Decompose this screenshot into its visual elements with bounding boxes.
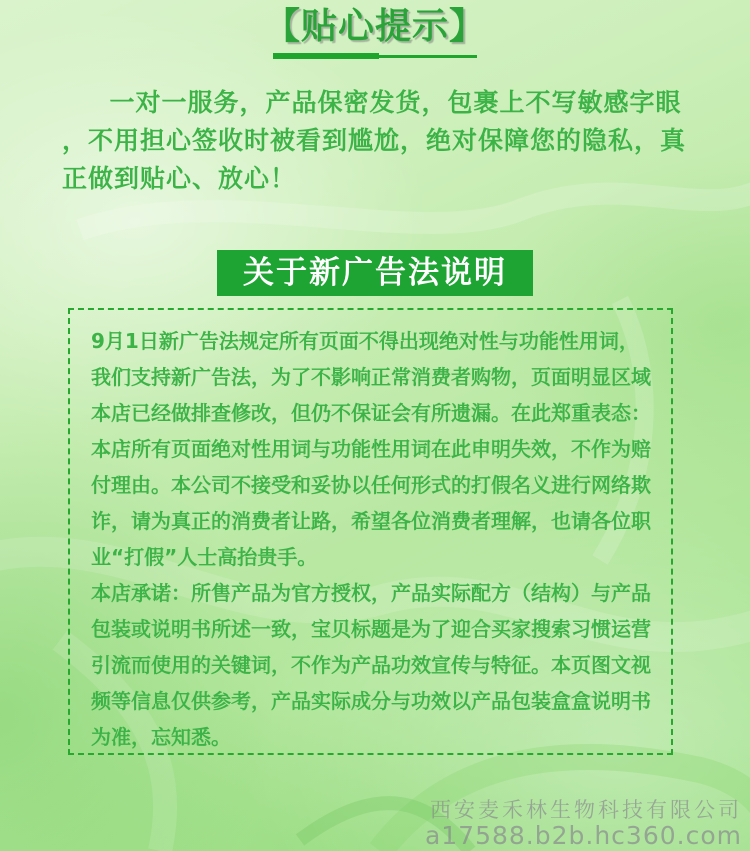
underline-thin-segment xyxy=(379,55,477,58)
watermark xyxy=(425,798,742,849)
notice-paragraph-2: 本店承诺：所售产品为官方授权，产品实际配方（结构）与产品包装或说明书所述一致，宝贝标题是为了迎合买家搜索习惯运营引流而使用的关键词，不作为产品功效宣传与特征。本页图文视频等信息仅供参考，产品实际成分与功效以产品包装盒盒说明书为准，忘知悉。 xyxy=(91,581,651,749)
underline-thick-segment xyxy=(273,53,379,59)
section-banner xyxy=(217,250,533,296)
advertising-law-notice-box xyxy=(68,308,673,755)
privacy-notice-text: 一对一服务，产品保密发货，包裹上不写敏感字眼，不用担心签收时被看到尴尬，绝对保障您的隐私，真正做到贴心、放心！ xyxy=(62,88,687,193)
title-underline-decoration xyxy=(273,53,477,59)
watermark-url: a17588.b2b.hc360.com xyxy=(424,821,742,850)
notice-paragraph-1: 9月1日新广告法规定所有页面不得出现绝对性与功能性用词，我们支持新广告法，为了不影响正常消费者购物，页面明显区域本店已经做排查修改，但仍不保证会有所遗漏。在此郑重表态：本店所有页面绝对性用词与功能性用词在此申明失效，不作为赔付理由。本公司不接受和妥协以任何形式的打假名义进行网络欺诈，请为真正的消费者让路，希望各位消费者理解，也请各位职业“打假”人士高抬贵手。 xyxy=(91,329,651,569)
watermark-company-name: 西安麦禾林生物科技有限公司 xyxy=(430,798,742,822)
header xyxy=(0,6,750,59)
section-banner-label: 关于新广告法说明 xyxy=(243,255,507,291)
page-title: 【贴心提示】 xyxy=(263,6,486,47)
